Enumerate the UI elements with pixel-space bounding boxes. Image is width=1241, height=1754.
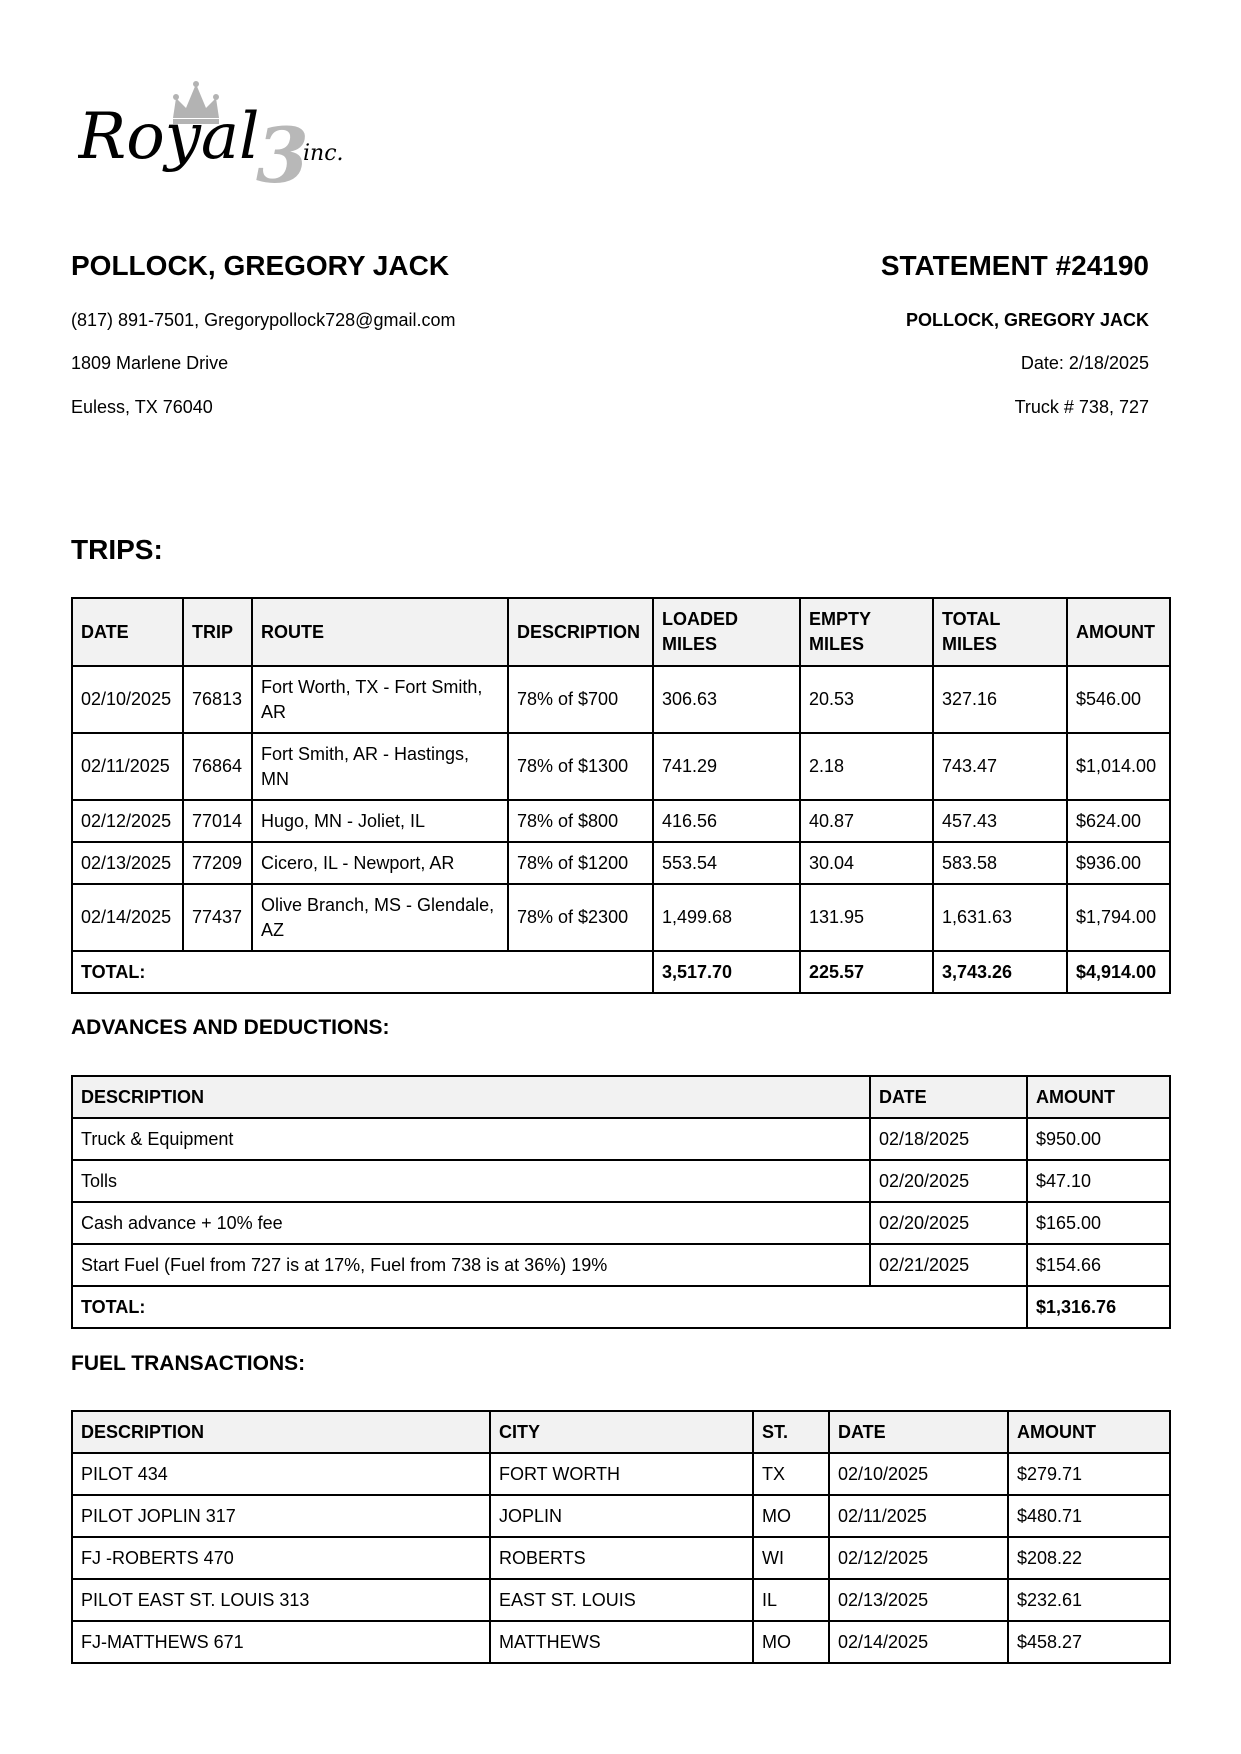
cell-amount: $232.61: [1008, 1579, 1170, 1621]
cell-total-miles: 743.47: [933, 733, 1067, 800]
cell-description: 78% of $800: [508, 800, 653, 842]
table-row: [72, 884, 1170, 951]
cell-description: PILOT EAST ST. LOUIS 313: [72, 1579, 490, 1621]
table-row: [72, 733, 1170, 800]
advances-total-row: [72, 1286, 1170, 1328]
col-header-total-miles: TOTAL MILES: [933, 598, 1067, 666]
cell-date: 02/11/2025: [72, 733, 183, 800]
cell-route: Fort Smith, AR - Hastings, MN: [252, 733, 508, 800]
cell-description: 78% of $700: [508, 666, 653, 733]
cell-trip: 76813: [183, 666, 252, 733]
driver-name-heading: POLLOCK, GREGORY JACK: [71, 250, 450, 281]
cell-route: Hugo, MN - Joliet, IL: [252, 800, 508, 842]
cell-date: 02/14/2025: [829, 1621, 1008, 1663]
col-header-description: DESCRIPTION: [508, 598, 653, 666]
driver-address-street: 1809 Marlene Drive: [71, 353, 229, 373]
cell-description: PILOT JOPLIN 317: [72, 1495, 490, 1537]
cell-amount: $208.22: [1008, 1537, 1170, 1579]
table-row: [72, 1202, 1170, 1244]
cell-total-miles: 457.43: [933, 800, 1067, 842]
col-header-amount: AMOUNT: [1008, 1411, 1170, 1453]
col-header-date: DATE: [72, 598, 183, 666]
cell-trip: 76864: [183, 733, 252, 800]
cell-description: 78% of $1300: [508, 733, 653, 800]
cell-amount: $936.00: [1067, 842, 1170, 884]
cell-state: MO: [753, 1495, 829, 1537]
trips-total-row: [72, 951, 1170, 993]
cell-amount: $546.00: [1067, 666, 1170, 733]
cell-state: WI: [753, 1537, 829, 1579]
table-row: [72, 1453, 1170, 1495]
table-row: [72, 1579, 1170, 1621]
col-header-city: CITY: [490, 1411, 753, 1453]
cell-total-miles: 1,631.63: [933, 884, 1067, 951]
cell-empty-miles: 30.04: [800, 842, 933, 884]
col-header-empty-miles: EMPTY MILES: [800, 598, 933, 666]
cell-amount: $480.71: [1008, 1495, 1170, 1537]
table-row: [72, 842, 1170, 884]
cell-city: MATTHEWS: [490, 1621, 753, 1663]
cell-trip: 77014: [183, 800, 252, 842]
table-row: [72, 1621, 1170, 1663]
advances-total-amount: $1,316.76: [1027, 1286, 1170, 1328]
cell-description: 78% of $2300: [508, 884, 653, 951]
cell-total-miles: 583.58: [933, 842, 1067, 884]
cell-description: Truck & Equipment: [72, 1118, 870, 1160]
table-row: [72, 800, 1170, 842]
fuel-table: [71, 1410, 1171, 1664]
cell-empty-miles: 131.95: [800, 884, 933, 951]
cell-description: PILOT 434: [72, 1453, 490, 1495]
cell-amount: $165.00: [1027, 1202, 1170, 1244]
table-row: [72, 1118, 1170, 1160]
driver-address-city: Euless, TX 76040: [71, 397, 213, 417]
cell-empty-miles: 40.87: [800, 800, 933, 842]
trips-total-amount: $4,914.00: [1067, 951, 1170, 993]
cell-loaded-miles: 1,499.68: [653, 884, 800, 951]
logo-wordmark: Royal: [78, 100, 260, 174]
trips-header-row: [72, 598, 1170, 666]
cell-amount: $458.27: [1008, 1621, 1170, 1663]
cell-amount: $279.71: [1008, 1453, 1170, 1495]
trips-total-empty: 225.57: [800, 951, 933, 993]
table-row: [72, 1160, 1170, 1202]
cell-date: 02/21/2025: [870, 1244, 1027, 1286]
cell-loaded-miles: 416.56: [653, 800, 800, 842]
cell-empty-miles: 2.18: [800, 733, 933, 800]
cell-route: Cicero, IL - Newport, AR: [252, 842, 508, 884]
cell-date: 02/18/2025: [870, 1118, 1027, 1160]
fuel-header-row: [72, 1411, 1170, 1453]
cell-route: Olive Branch, MS - Glendale, AZ: [252, 884, 508, 951]
col-header-date: DATE: [829, 1411, 1008, 1453]
driver-contact: (817) 891-7501, Gregorypollock728@gmail.com: [71, 310, 456, 330]
cell-description: Start Fuel (Fuel from 727 is at 17%, Fuel from 738 is at 36%) 19%: [72, 1244, 870, 1286]
cell-state: IL: [753, 1579, 829, 1621]
logo-suffix: inc.: [303, 141, 344, 166]
cell-city: JOPLIN: [490, 1495, 753, 1537]
advances-total-label: TOTAL:: [72, 1286, 1027, 1328]
cell-description: Cash advance + 10% fee: [72, 1202, 870, 1244]
trips-total-label: TOTAL:: [72, 951, 653, 993]
cell-amount: $1,794.00: [1067, 884, 1170, 951]
statement-title: STATEMENT #24190: [880, 250, 1149, 281]
cell-city: EAST ST. LOUIS: [490, 1579, 753, 1621]
col-header-trip: TRIP: [183, 598, 252, 666]
col-header-loaded-miles: LOADED MILES: [653, 598, 800, 666]
cell-date: 02/13/2025: [829, 1579, 1008, 1621]
fuel-heading: FUEL TRANSACTIONS:: [71, 1352, 306, 1375]
cell-date: 02/20/2025: [870, 1202, 1027, 1244]
col-header-route: ROUTE: [252, 598, 508, 666]
cell-description: 78% of $1200: [508, 842, 653, 884]
table-row: [72, 1537, 1170, 1579]
advances-heading: ADVANCES AND DEDUCTIONS:: [71, 1016, 390, 1039]
cell-date: 02/20/2025: [870, 1160, 1027, 1202]
cell-city: FORT WORTH: [490, 1453, 753, 1495]
col-header-description: DESCRIPTION: [72, 1411, 490, 1453]
logo-number: 3: [256, 111, 309, 190]
cell-amount: $950.00: [1027, 1118, 1170, 1160]
cell-date: 02/13/2025: [72, 842, 183, 884]
advances-header-row: [72, 1076, 1170, 1118]
cell-amount: $47.10: [1027, 1160, 1170, 1202]
cell-amount: $154.66: [1027, 1244, 1170, 1286]
cell-description: FJ-MATTHEWS 671: [72, 1621, 490, 1663]
trips-heading: TRIPS:: [71, 534, 163, 565]
cell-state: TX: [753, 1453, 829, 1495]
cell-loaded-miles: 741.29: [653, 733, 800, 800]
col-header-amount: AMOUNT: [1027, 1076, 1170, 1118]
statement-date: Date: 2/18/2025: [1020, 353, 1149, 373]
cell-empty-miles: 20.53: [800, 666, 933, 733]
advances-table: [71, 1075, 1171, 1329]
cell-trip: 77437: [183, 884, 252, 951]
table-row: [72, 1244, 1170, 1286]
cell-date: 02/12/2025: [829, 1537, 1008, 1579]
cell-state: MO: [753, 1621, 829, 1663]
col-header-amount: AMOUNT: [1067, 598, 1170, 666]
cell-trip: 77209: [183, 842, 252, 884]
trips-total-loaded: 3,517.70: [653, 951, 800, 993]
cell-loaded-miles: 553.54: [653, 842, 800, 884]
cell-date: 02/12/2025: [72, 800, 183, 842]
cell-date: 02/14/2025: [72, 884, 183, 951]
cell-description: Tolls: [72, 1160, 870, 1202]
col-header-date: DATE: [870, 1076, 1027, 1118]
table-row: [72, 666, 1170, 733]
cell-date: 02/10/2025: [72, 666, 183, 733]
trips-total-miles: 3,743.26: [933, 951, 1067, 993]
col-header-description: DESCRIPTION: [72, 1076, 870, 1118]
cell-loaded-miles: 306.63: [653, 666, 800, 733]
cell-total-miles: 327.16: [933, 666, 1067, 733]
cell-amount: $624.00: [1067, 800, 1170, 842]
cell-date: 02/10/2025: [829, 1453, 1008, 1495]
statement-driver-name: POLLOCK, GREGORY JACK: [905, 310, 1149, 330]
cell-date: 02/11/2025: [829, 1495, 1008, 1537]
company-logo: [78, 80, 388, 190]
statement-truck: Truck # 738, 727: [1014, 397, 1149, 417]
cell-city: ROBERTS: [490, 1537, 753, 1579]
cell-amount: $1,014.00: [1067, 733, 1170, 800]
col-header-state: ST.: [753, 1411, 829, 1453]
cell-description: FJ -ROBERTS 470: [72, 1537, 490, 1579]
table-row: [72, 1495, 1170, 1537]
cell-route: Fort Worth, TX - Fort Smith, AR: [252, 666, 508, 733]
trips-table: [71, 597, 1171, 994]
